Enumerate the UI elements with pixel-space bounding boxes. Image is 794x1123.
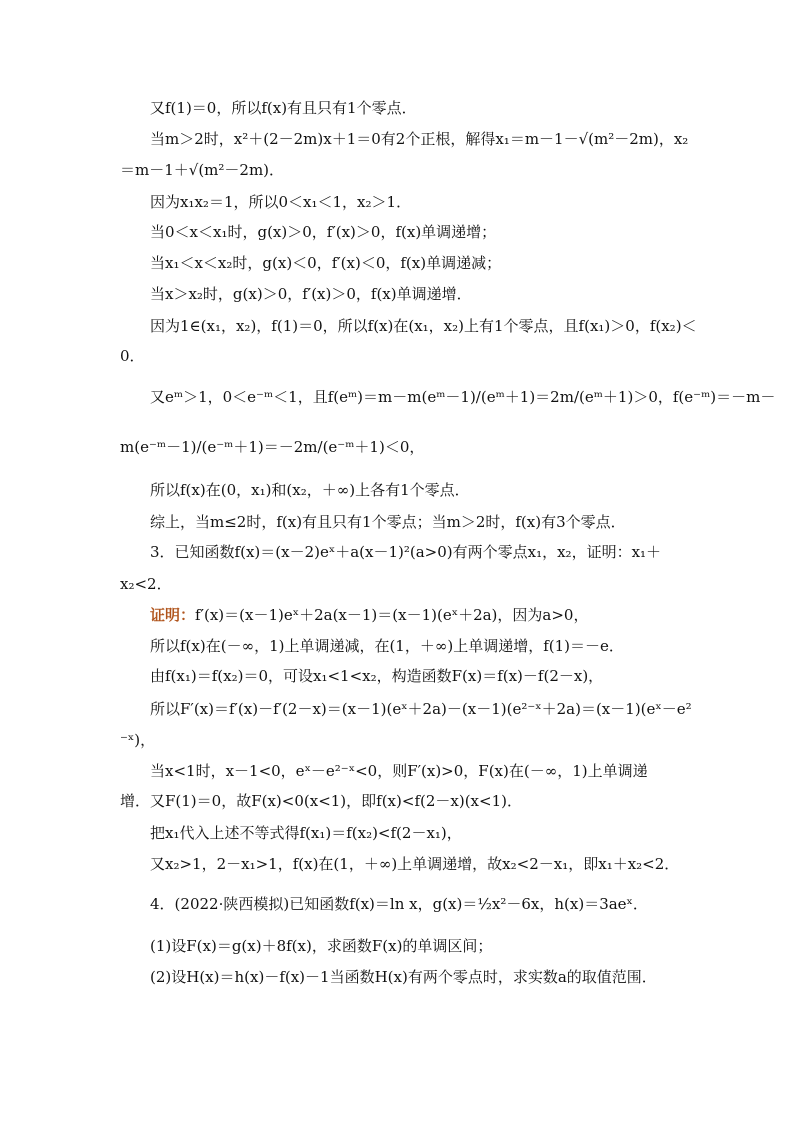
text-line: 当x＞x₂时，g(x)＞0，f′(x)＞0，f(x)单调递增． [150,285,472,303]
text-line: 又f(1)＝0，所以f(x)有且只有1个零点． [150,99,417,117]
problem-4-statement: 4．(2022·陕西模拟)已知函数f(x)＝ln x，g(x)＝½x²－6x，h(x)＝3aeˣ． [150,895,648,913]
text-line: 因为1∈(x₁，x₂)，f(1)＝0，所以f(x)在(x₁，x₂)上有1个零点，且f(x₁)＞0，f(x₂)＜ [150,317,697,335]
problem-3-statement: 3．已知函数f(x)＝(x－2)eˣ＋a(x－1)²(a>0)有两个零点x₁，x₂，证明：x₁＋ [150,543,662,561]
text-line: 所以f(x)在(0，x₁)和(x₂，＋∞)上各有1个零点． [150,481,470,499]
text-line: m(e⁻ᵐ－1)/(e⁻ᵐ＋1)＝－2m/(e⁻ᵐ＋1)＜0， [120,438,425,456]
proof-label: 证明： [150,606,196,624]
text-line: 当m＞2时，x²＋(2－2m)x＋1＝0有2个正根，解得x₁＝m－1－√(m²－2m)，x₂ [150,130,689,148]
text-line: x₂<2． [120,575,172,593]
text-line: 0． [120,347,145,365]
text-line: 把x₁代入上述不等式得f(x₁)＝f(x₂)<f(2－x₁)， [150,824,462,842]
text-line: f′(x)＝(x－1)eˣ＋2a(x－1)＝(x－1)(eˣ＋2a)，因为a>0， [195,606,589,624]
text-line: 又eᵐ＞1，0＜e⁻ᵐ＜1，且f(eᵐ)＝m－m(eᵐ－1)/(eᵐ＋1)＝2m/(eᵐ＋1)＞0，f(e⁻ᵐ)＝－m－ [150,388,776,406]
text-line: 所以F′(x)＝f′(x)－f′(2－x)＝(x－1)(eˣ＋2a)－(x－1)(e²⁻ˣ＋2a)＝(x－1)(eˣ－e² [150,700,692,718]
text-line: ⁻ˣ)， [120,731,156,749]
text-line: 因为x₁x₂＝1，所以0＜x₁＜1，x₂＞1． [150,193,412,211]
text-line: 由f(x₁)＝f(x₂)＝0，可设x₁<1<x₂，构造函数F(x)＝f(x)－f(2－x)， [150,667,604,685]
text-line: 增．又F(1)＝0，故F(x)<0(x<1)，即f(x)<f(2－x)(x<1)． [120,792,522,810]
text-line: ＝m－1＋√(m²－2m)． [120,161,285,179]
text-line: (1)设F(x)＝g(x)＋8f(x)，求函数F(x)的单调区间； [150,937,493,955]
text-line: 综上，当m≤2时，f(x)有且只有1个零点；当m＞2时，f(x)有3个零点． [150,513,626,531]
text-line: 又x₂>1，2－x₁>1，f(x)在(1，＋∞)上单调递增，故x₂<2－x₁，即x₁＋x₂<2． [150,855,680,873]
proof-line [150,605,710,625]
text-line: 所以f(x)在(－∞，1)上单调递减，在(1，＋∞)上单调递增，f(1)＝－e． [150,637,624,655]
text-line: 当0＜x＜x₁时，g(x)＞0，f′(x)＞0，f(x)单调递增； [150,223,497,241]
text-line: 当x<1时，x－1<0，eˣ－e²⁻ˣ<0，则F′(x)>0，F(x)在(－∞，1)上单调递 [150,762,648,780]
text-line: 当x₁＜x＜x₂时，g(x)＜0，f′(x)＜0，f(x)单调递减； [150,254,502,272]
text-line: (2)设H(x)＝h(x)－f(x)－1当函数H(x)有两个零点时，求实数a的取值范围． [150,968,657,986]
